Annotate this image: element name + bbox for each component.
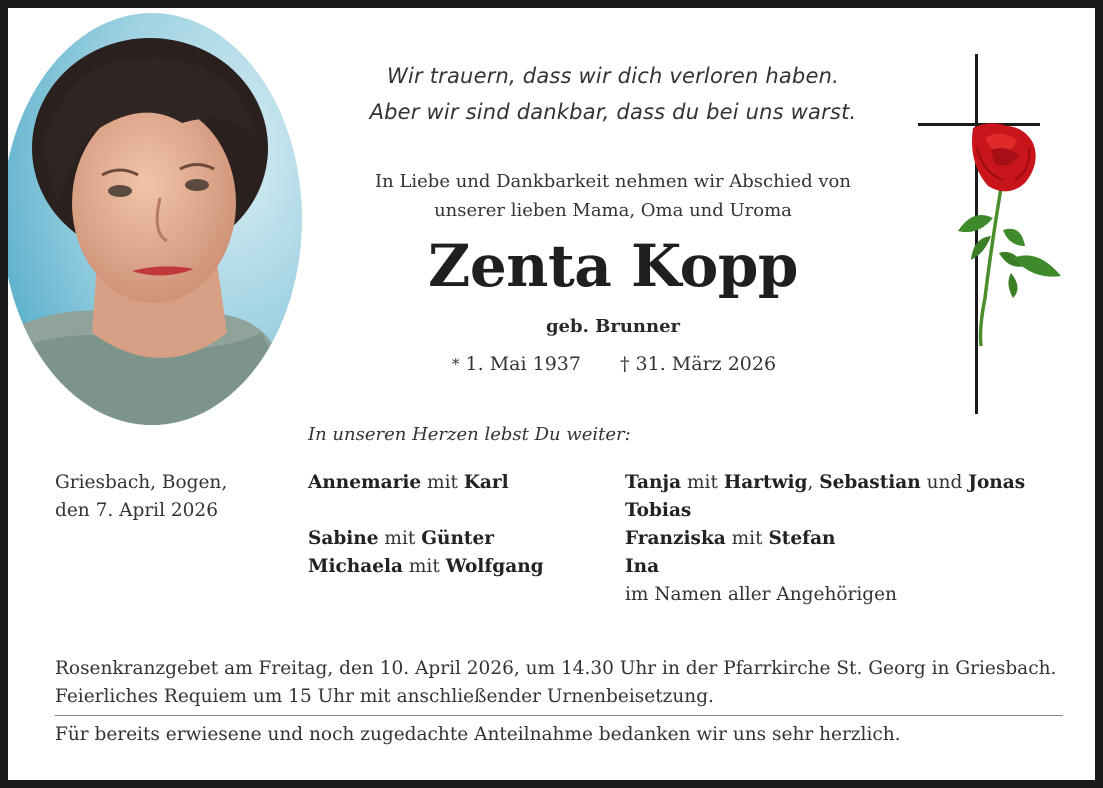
mourner-name: Günter xyxy=(421,528,494,549)
latin-cross-icon xyxy=(918,54,1040,414)
mourner-name: Sebastian xyxy=(819,472,921,493)
mourner-row xyxy=(308,553,544,581)
cross-with-rose xyxy=(913,48,1063,418)
death-symbol: † xyxy=(620,353,630,375)
mourners-left xyxy=(308,469,544,581)
motto: In unseren Herzen lebst Du weiter: xyxy=(308,424,631,445)
mourner-name: Ina xyxy=(625,556,660,577)
birth-date xyxy=(452,353,581,375)
separator: , xyxy=(807,472,814,493)
mourner-conjunction: mit xyxy=(731,528,763,549)
mourner-name: Stefan xyxy=(768,528,836,549)
service-info xyxy=(55,655,1056,711)
mourner-name: Michaela xyxy=(308,556,403,577)
divider xyxy=(55,715,1063,716)
mourner-row xyxy=(625,553,1025,581)
birth-symbol: * xyxy=(452,355,460,373)
intro-line-1: In Liebe und Dankbarkeit nehmen wir Abschied von xyxy=(375,171,851,192)
deceased-name: Zenta Kopp xyxy=(428,232,798,300)
mourner-row xyxy=(308,469,544,497)
mourner-row xyxy=(308,525,544,553)
mourner-conjunction: mit xyxy=(687,472,718,493)
rose-icon xyxy=(958,123,1061,346)
mourner-row xyxy=(625,469,1025,497)
mourner-row xyxy=(625,497,1025,525)
mourner-conjunction: mit xyxy=(427,472,458,493)
service-line-2: Feierliches Requiem um 15 Uhr mit anschließender Urnenbeisetzung. xyxy=(55,686,714,707)
death-date xyxy=(620,353,776,375)
mourner-name: Tanja xyxy=(625,472,682,493)
relatives-note: im Namen aller Angehörigen xyxy=(625,584,897,605)
place-line: Griesbach, Bogen, xyxy=(55,472,228,493)
mourners-right xyxy=(625,469,1025,609)
intro-line-2: unserer lieben Mama, Oma und Uroma xyxy=(434,200,792,221)
mourner-conjunction: mit xyxy=(384,528,416,549)
mourner-name: Franziska xyxy=(625,528,726,549)
thanks-line: Für bereits erwiesene und noch zugedachte Anteilnahme bedanken wir uns sehr herzlich. xyxy=(55,724,901,745)
mourner-name: Jonas xyxy=(968,472,1026,493)
quote-line-1: Wir trauern, dass wir dich verloren haben. xyxy=(387,64,839,88)
mourner-name: Hartwig xyxy=(723,472,808,493)
place-date xyxy=(55,469,227,525)
death-date-text: 31. März 2026 xyxy=(635,353,777,375)
quote-line-2: Aber wir sind dankbar, dass du bei uns warst. xyxy=(369,100,857,124)
mourner-conjunction: mit xyxy=(408,556,440,577)
service-line-1: Rosenkranzgebet am Freitag, den 10. April 2026, um 14.30 Uhr in der Pfarrkirche St. Georg in Griesbach. xyxy=(55,658,1057,679)
mourner-name: Karl xyxy=(463,472,509,493)
mourner-conjunction: und xyxy=(926,472,963,493)
mourner-name: Tobias xyxy=(625,500,692,521)
birth-name: geb. Brunner xyxy=(545,316,681,337)
mourner-name: Sabine xyxy=(308,528,379,549)
portrait-photo xyxy=(2,13,302,425)
mourner-row xyxy=(625,525,1025,553)
date-line: den 7. April 2026 xyxy=(55,500,218,521)
birth-date-text: 1. Mai 1937 xyxy=(465,353,581,375)
mourner-name: Wolfgang xyxy=(445,556,544,577)
mourner-name: Annemarie xyxy=(308,472,422,493)
